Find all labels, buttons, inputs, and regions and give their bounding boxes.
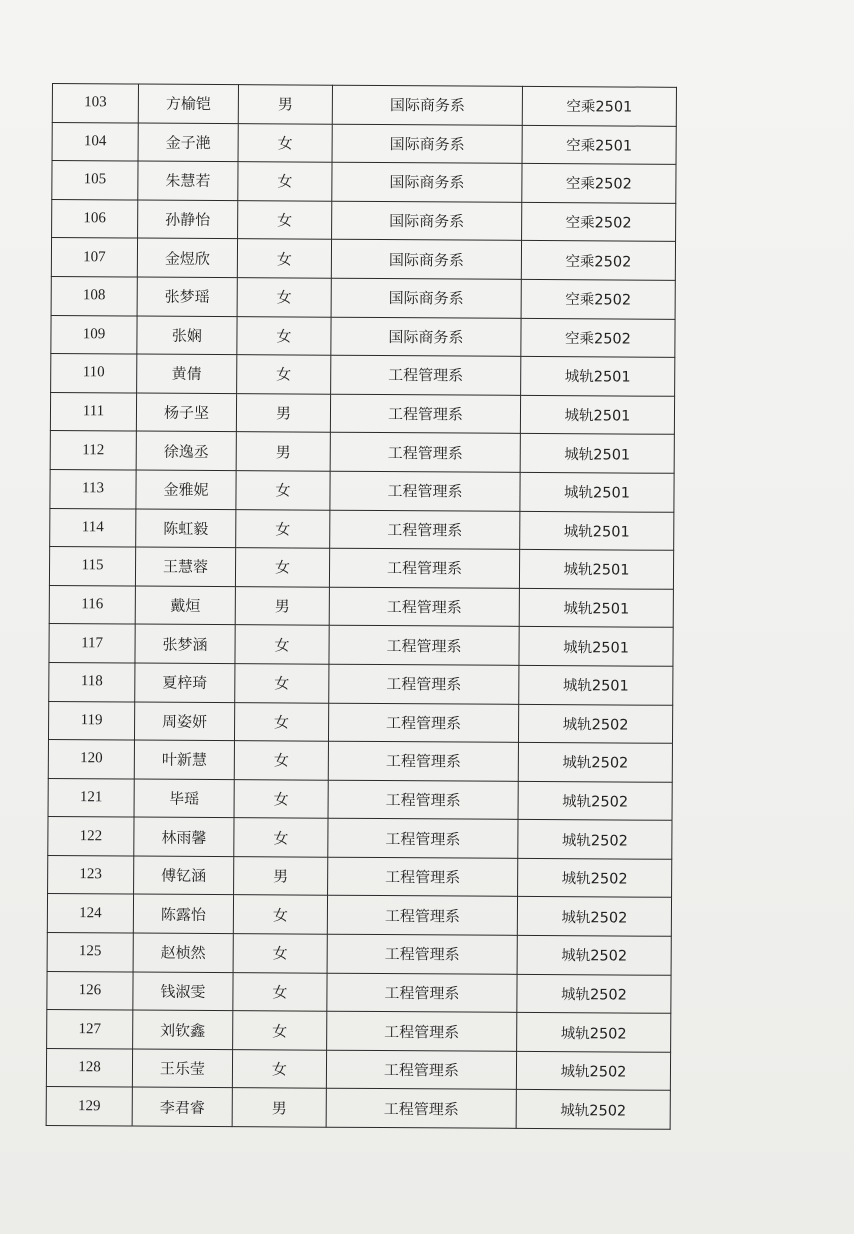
class-cell: 城轨2502 xyxy=(517,1013,671,1053)
table-row xyxy=(47,933,671,975)
table-row xyxy=(52,84,676,126)
student-name-cell: 夏梓琦 xyxy=(135,663,235,702)
gender-cell: 女 xyxy=(237,316,331,355)
student-name-cell: 方榆铠 xyxy=(138,84,238,123)
table-row xyxy=(51,238,675,280)
table-row xyxy=(49,585,673,627)
table-row xyxy=(50,508,674,550)
table-row xyxy=(47,1010,671,1052)
table-row xyxy=(49,547,673,589)
student-name-cell: 毕瑶 xyxy=(134,779,234,818)
class-cell: 空乘2502 xyxy=(522,164,676,204)
department-cell: 工程管理系 xyxy=(328,780,518,820)
department-cell: 国际商务系 xyxy=(332,201,522,241)
department-cell: 工程管理系 xyxy=(329,587,519,627)
class-cell: 空乘2502 xyxy=(522,202,676,242)
department-cell: 工程管理系 xyxy=(328,703,518,743)
student-name-cell: 金煜欣 xyxy=(137,238,237,277)
student-name-cell: 王乐莹 xyxy=(132,1049,232,1088)
roster-table-body xyxy=(46,84,676,1130)
table-row xyxy=(50,431,674,473)
student-name-cell: 孙静怡 xyxy=(138,200,238,239)
class-cell: 城轨2502 xyxy=(518,858,672,898)
row-number-cell: 114 xyxy=(50,508,136,547)
student-name-cell: 李君睿 xyxy=(132,1087,232,1126)
gender-cell: 女 xyxy=(237,278,331,317)
table-row xyxy=(51,315,675,357)
department-cell: 国际商务系 xyxy=(332,162,522,202)
gender-cell: 女 xyxy=(234,818,328,857)
student-name-cell: 朱慧若 xyxy=(138,161,238,200)
department-cell: 工程管理系 xyxy=(327,973,517,1013)
roster-table xyxy=(46,83,677,1130)
roster-table-wrapper xyxy=(46,83,676,1130)
gender-cell: 女 xyxy=(232,1049,326,1088)
class-cell: 城轨2502 xyxy=(517,974,671,1014)
class-cell: 城轨2501 xyxy=(519,549,673,589)
department-cell: 国际商务系 xyxy=(331,317,521,357)
department-cell: 工程管理系 xyxy=(328,818,518,858)
gender-cell: 女 xyxy=(235,625,329,664)
class-cell: 城轨2502 xyxy=(517,897,671,937)
class-cell: 空乘2502 xyxy=(521,279,675,319)
row-number-cell: 116 xyxy=(49,585,135,624)
student-name-cell: 傅钇涵 xyxy=(134,856,234,895)
row-number-cell: 110 xyxy=(51,354,137,393)
student-name-cell: 张梦涵 xyxy=(135,624,235,663)
department-cell: 工程管理系 xyxy=(328,857,518,897)
gender-cell: 女 xyxy=(235,664,329,703)
table-row xyxy=(52,122,676,164)
row-number-cell: 117 xyxy=(49,624,135,663)
row-number-cell: 113 xyxy=(50,469,136,508)
row-number-cell: 127 xyxy=(47,1010,133,1049)
table-row xyxy=(50,392,674,434)
gender-cell: 男 xyxy=(236,393,330,432)
gender-cell: 女 xyxy=(235,548,329,587)
gender-cell: 女 xyxy=(234,741,328,780)
class-cell: 城轨2502 xyxy=(518,820,672,860)
department-cell: 工程管理系 xyxy=(329,626,519,666)
student-name-cell: 叶新慧 xyxy=(134,740,234,779)
student-name-cell: 林雨馨 xyxy=(134,817,234,856)
department-cell: 国际商务系 xyxy=(331,240,521,280)
department-cell: 工程管理系 xyxy=(329,664,519,704)
table-row xyxy=(52,199,676,241)
gender-cell: 女 xyxy=(234,702,328,741)
student-name-cell: 张梦瑶 xyxy=(137,277,237,316)
student-name-cell: 金雅妮 xyxy=(136,470,236,509)
student-name-cell: 戴烜 xyxy=(135,586,235,625)
class-cell: 城轨2502 xyxy=(518,742,672,782)
department-cell: 工程管理系 xyxy=(326,1089,516,1129)
table-row xyxy=(48,701,672,743)
class-cell: 空乘2501 xyxy=(522,86,676,126)
row-number-cell: 118 xyxy=(49,662,135,701)
row-number-cell: 108 xyxy=(51,276,137,315)
gender-cell: 女 xyxy=(233,972,327,1011)
row-number-cell: 121 xyxy=(48,778,134,817)
student-name-cell: 黄倩 xyxy=(137,354,237,393)
student-name-cell: 王慧蓉 xyxy=(135,547,235,586)
student-name-cell: 杨子坚 xyxy=(136,393,236,432)
class-cell: 城轨2502 xyxy=(517,935,671,975)
student-name-cell: 赵桢然 xyxy=(133,933,233,972)
row-number-cell: 106 xyxy=(52,199,138,238)
row-number-cell: 126 xyxy=(47,971,133,1010)
gender-cell: 男 xyxy=(235,586,329,625)
row-number-cell: 115 xyxy=(49,547,135,586)
row-number-cell: 129 xyxy=(46,1087,132,1126)
department-cell: 国际商务系 xyxy=(332,124,522,164)
class-cell: 城轨2502 xyxy=(516,1090,670,1130)
table-row xyxy=(47,894,671,936)
class-cell: 空乘2502 xyxy=(521,318,675,358)
class-cell: 城轨2501 xyxy=(520,434,674,474)
gender-cell: 女 xyxy=(237,239,331,278)
table-row xyxy=(48,740,672,782)
class-cell: 城轨2501 xyxy=(519,588,673,628)
class-cell: 城轨2502 xyxy=(518,704,672,744)
department-cell: 工程管理系 xyxy=(330,433,520,473)
department-cell: 工程管理系 xyxy=(327,1011,517,1051)
row-number-cell: 104 xyxy=(52,122,138,161)
department-cell: 工程管理系 xyxy=(331,355,521,395)
student-name-cell: 徐逸丞 xyxy=(136,431,236,470)
table-row xyxy=(49,662,673,704)
table-row xyxy=(48,817,672,859)
class-cell: 空乘2502 xyxy=(521,241,675,281)
gender-cell: 女 xyxy=(238,200,332,239)
table-row xyxy=(51,354,675,396)
row-number-cell: 105 xyxy=(52,161,138,200)
gender-cell: 女 xyxy=(238,123,332,162)
row-number-cell: 119 xyxy=(48,701,134,740)
row-number-cell: 111 xyxy=(50,392,136,431)
table-row xyxy=(49,624,673,666)
department-cell: 工程管理系 xyxy=(327,896,517,936)
class-cell: 城轨2501 xyxy=(519,627,673,667)
student-name-cell: 陈虹毅 xyxy=(136,509,236,548)
gender-cell: 女 xyxy=(233,934,327,973)
department-cell: 工程管理系 xyxy=(326,1050,516,1090)
gender-cell: 男 xyxy=(236,432,330,471)
department-cell: 工程管理系 xyxy=(330,394,520,434)
department-cell: 工程管理系 xyxy=(330,510,520,550)
table-row xyxy=(48,778,672,820)
table-row xyxy=(47,971,671,1013)
gender-cell: 女 xyxy=(233,1011,327,1050)
department-cell: 国际商务系 xyxy=(331,278,521,318)
gender-cell: 女 xyxy=(238,162,332,201)
row-number-cell: 107 xyxy=(51,238,137,277)
gender-cell: 女 xyxy=(237,355,331,394)
row-number-cell: 124 xyxy=(47,894,133,933)
class-cell: 城轨2501 xyxy=(520,395,674,435)
gender-cell: 女 xyxy=(234,779,328,818)
student-name-cell: 金子滟 xyxy=(138,123,238,162)
class-cell: 城轨2501 xyxy=(520,511,674,551)
gender-cell: 女 xyxy=(236,471,330,510)
table-row xyxy=(48,855,672,897)
student-name-cell: 张娴 xyxy=(137,316,237,355)
student-name-cell: 钱淑雯 xyxy=(133,972,233,1011)
row-number-cell: 125 xyxy=(47,933,133,972)
gender-cell: 女 xyxy=(236,509,330,548)
class-cell: 城轨2501 xyxy=(520,472,674,512)
row-number-cell: 120 xyxy=(48,740,134,779)
gender-cell: 女 xyxy=(233,895,327,934)
row-number-cell: 122 xyxy=(48,817,134,856)
table-row xyxy=(46,1048,670,1090)
table-row xyxy=(52,161,676,203)
student-name-cell: 周姿妍 xyxy=(134,702,234,741)
class-cell: 城轨2501 xyxy=(521,357,675,397)
department-cell: 工程管理系 xyxy=(329,548,519,588)
department-cell: 工程管理系 xyxy=(327,934,517,974)
row-number-cell: 112 xyxy=(50,431,136,470)
class-cell: 城轨2501 xyxy=(519,665,673,705)
department-cell: 国际商务系 xyxy=(332,85,522,125)
gender-cell: 男 xyxy=(238,85,332,124)
row-number-cell: 123 xyxy=(48,855,134,894)
gender-cell: 男 xyxy=(234,856,328,895)
table-row xyxy=(50,469,674,511)
row-number-cell: 103 xyxy=(52,84,138,123)
department-cell: 工程管理系 xyxy=(328,741,518,781)
class-cell: 城轨2502 xyxy=(516,1051,670,1091)
department-cell: 工程管理系 xyxy=(330,471,520,511)
gender-cell: 男 xyxy=(232,1088,326,1127)
student-name-cell: 陈露怡 xyxy=(133,894,233,933)
row-number-cell: 128 xyxy=(46,1048,132,1087)
table-row xyxy=(46,1087,670,1129)
class-cell: 空乘2501 xyxy=(522,125,676,165)
class-cell: 城轨2502 xyxy=(518,781,672,821)
student-name-cell: 刘钦鑫 xyxy=(133,1010,233,1049)
table-row xyxy=(51,276,675,318)
row-number-cell: 109 xyxy=(51,315,137,354)
